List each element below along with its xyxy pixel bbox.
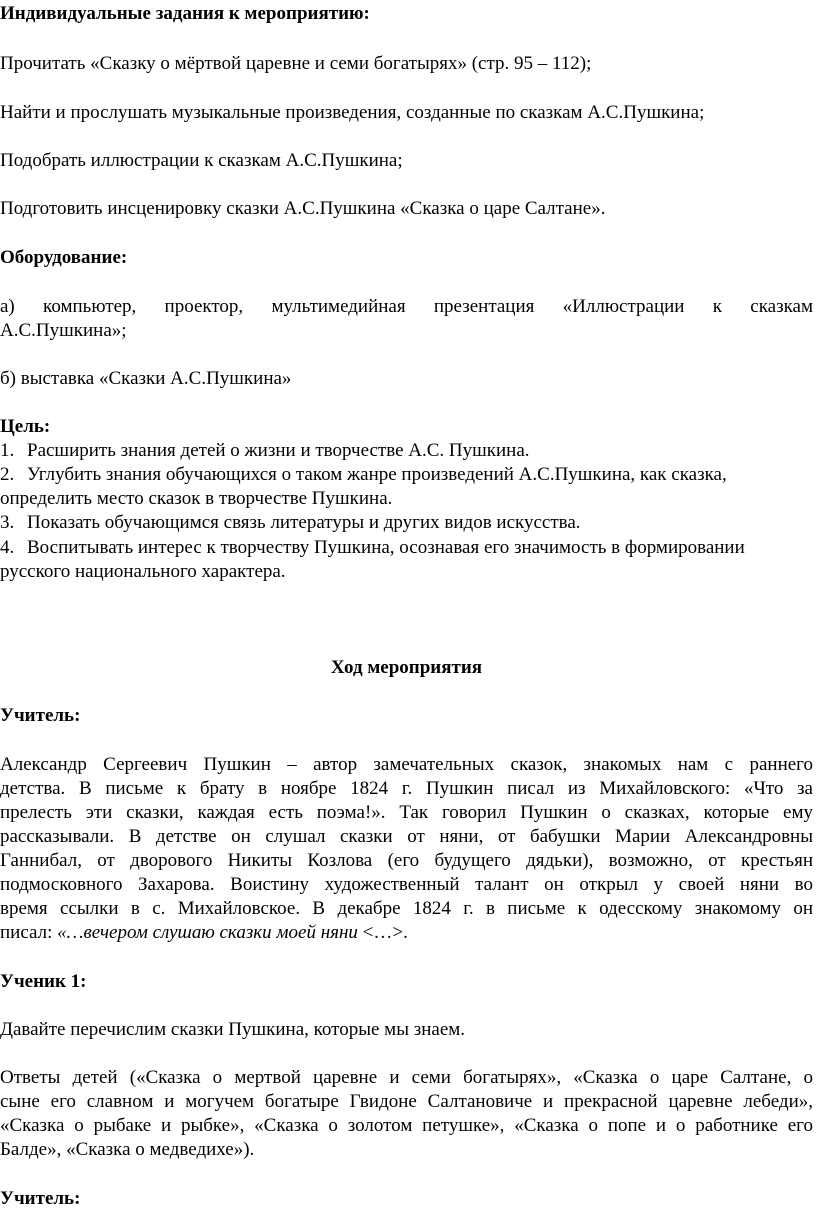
teacher-text-line: время ссылки в с. Михайловское. В декабре 1824 г. в письме к одесскому знакомому он — [0, 898, 813, 919]
task-item: Подготовить инсценировку сказки А.С.Пушкина «Сказка о царе Салтане». — [0, 198, 606, 219]
goal-item-number: 3. — [0, 512, 15, 533]
goal-item — [0, 439, 813, 463]
goal-item-number: 4. — [0, 537, 15, 558]
task-item: Найти и прослушать музыкальные произведения, созданные по сказкам А.С.Пушкина; — [0, 102, 705, 123]
equipment-heading: Оборудование: — [0, 247, 128, 268]
goal-item-text: Воспитывать интерес к творчеству Пушкина, осознавая его значимость в формировании — [27, 537, 745, 558]
goal-item-text: Углубить знания обучающихся о таком жанре произведений А.С.Пушкина, как сказка, — [27, 464, 727, 485]
teacher-text-line: подмосковного Захарова. Воистину художественный талант он открыл у своей няни во — [0, 874, 813, 895]
teacher-quote: «…вечером слушаю сказки моей няни — [57, 922, 358, 943]
task-item: Прочитать «Сказку о мёртвой царевне и семи богатырях» (стр. 95 – 112); — [0, 53, 592, 74]
student1-label: Ученик 1: — [0, 971, 87, 992]
goal-item-cont: русского национального характера. — [0, 561, 286, 582]
teacher-text-line: прелесть эти сказки, каждая есть поэма!». Так говорил Пушкин о сказках, которые ему — [0, 802, 813, 823]
goal-item-text: Расширить знания детей о жизни и творчестве А.С. Пушкина. — [27, 440, 530, 461]
equipment-item-a-cont: А.С.Пушкина»; — [0, 320, 127, 341]
goal-item-number: 2. — [0, 464, 15, 485]
teacher-text-line: рассказывали. В детстве он слушал сказки от няни, от бабушки Марии Александровны — [0, 826, 813, 847]
goal-item — [0, 536, 813, 560]
equipment-item-a: а) компьютер, проектор, мультимедийная презентация «Иллюстрации к сказкам — [0, 296, 813, 317]
goal-item-number: 1. — [0, 440, 15, 461]
task-item: Подобрать иллюстрации к сказкам А.С.Пушкина; — [0, 150, 403, 171]
goal-item — [0, 511, 813, 535]
teacher-text-last-line — [0, 921, 813, 945]
answers-last-line: Балде», «Сказка о медведихе»). — [0, 1139, 255, 1160]
teacher-text-prefix: писал: — [0, 922, 58, 943]
teacher-text-suffix: <…>. — [357, 922, 408, 943]
goal-item — [0, 463, 813, 487]
student1-text: Давайте перечислим сказки Пушкина, которые мы знаем. — [0, 1019, 466, 1040]
answers-line: Ответы детей («Сказка о мертвой царевне и семи богатырях», «Сказка о царе Салтане, о — [0, 1067, 813, 1088]
equipment-item-b: б) выставка «Сказки А.С.Пушкина» — [0, 368, 292, 389]
teacher-text-line: Ганнибал, от дворового Никиты Козлова (его будущего дядьки), возможно, от крестьян — [0, 850, 813, 871]
goal-heading: Цель: — [0, 416, 51, 437]
course-title: Ход мероприятия — [330, 657, 483, 678]
teacher2-label: Учитель: — [0, 1188, 81, 1209]
goal-item-cont: определить место сказок в творчестве Пушкина. — [0, 488, 393, 509]
tasks-heading: Индивидуальные задания к мероприятию: — [0, 3, 370, 24]
teacher-text-line: Александр Сергеевич Пушкин – автор замечательных сказок, знакомых нам с раннего — [0, 754, 813, 775]
answers-line: сыне его славном и могучем богатыре Гвидоне Салтановиче и прекрасной царевне лебеди», — [0, 1091, 813, 1112]
teacher-label: Учитель: — [0, 705, 81, 726]
answers-line: «Сказка о рыбаке и рыбке», «Сказка о золотом петушке», «Сказка о попе и о работнике его — [0, 1115, 813, 1136]
teacher-text-line: детства. В письме к брату в ноябре 1824 г. Пушкин писал из Михайловского: «Что за — [0, 778, 813, 799]
goal-item-text: Показать обучающимся связь литературы и других видов искусства. — [27, 512, 581, 533]
